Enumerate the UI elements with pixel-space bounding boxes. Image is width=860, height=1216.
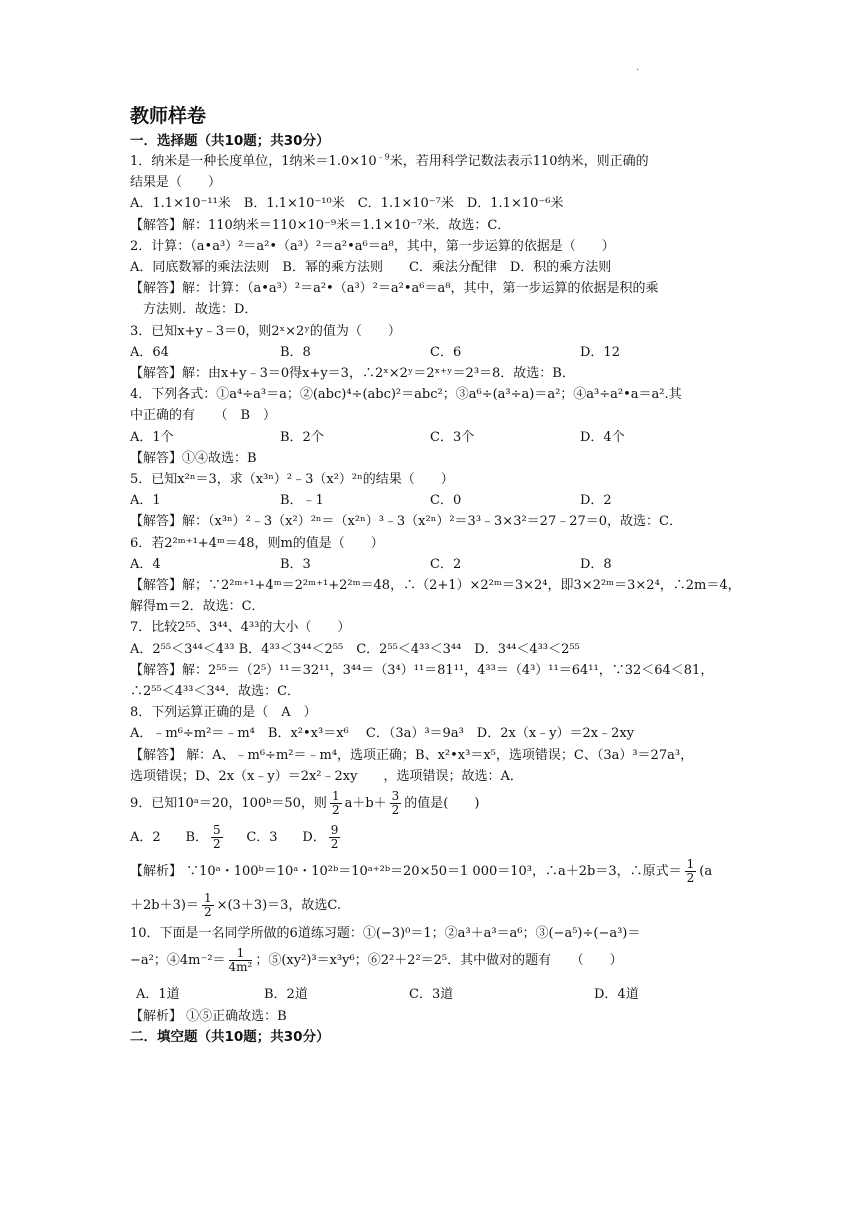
q4-options bbox=[130, 427, 730, 448]
denominator: 4m² bbox=[228, 960, 253, 975]
q10-stem-cont bbox=[130, 944, 730, 978]
q10-stem-part: −a²；④4m⁻²＝ bbox=[130, 953, 226, 969]
q1-options: A．1.1×10⁻¹¹米 B．1.1×10⁻¹⁰米 C．1.1×10⁻⁷米 D．1.1×10⁻⁶米 bbox=[130, 196, 564, 212]
option-a: A．1道 bbox=[136, 987, 180, 1003]
q9-answer-part: ×(3＋3)＝3，故选C. bbox=[216, 898, 342, 914]
q8-stem: 8．下列运算正确的是（ A ） bbox=[130, 705, 317, 721]
option-b: B．2个 bbox=[280, 429, 324, 445]
numerator: 1 bbox=[686, 857, 695, 872]
option-d: D．4道 bbox=[594, 987, 639, 1003]
option-b: B．8 bbox=[280, 344, 311, 360]
q10-stem-part: ；⑤(xy²)³＝x³y⁶；⑥2²＋2²＝2⁵．其中做对的题有 （ ） bbox=[255, 953, 623, 969]
numerator: 3 bbox=[391, 789, 400, 804]
section-fill-heading: 二．填空题（共10题；共30分） bbox=[130, 1028, 330, 1045]
q9-stem bbox=[130, 787, 730, 821]
fraction bbox=[211, 824, 223, 851]
numerator: 5 bbox=[213, 823, 221, 838]
header-mark: . bbox=[636, 62, 640, 73]
q6-answer-cont: 解得m＝2．故选：C． bbox=[130, 599, 265, 615]
option-d: D．8 bbox=[580, 556, 612, 572]
q3-answer: 【解答】解：由x+y﹣3＝0得x+y＝3，∴2ˣ×2ʸ＝2ˣ⁺ʸ＝2³＝8．故选：B． bbox=[130, 366, 575, 382]
q2-options: A．同底数幂的乘法法则 B．幂的乘方法则 C．乘法分配律 D．积的乘方法则 bbox=[130, 260, 612, 276]
option-a: A．64 bbox=[130, 344, 169, 360]
q8-options: A．﹣m⁶÷m²＝﹣m⁴ B．x²•x³＝x⁶ C．（3a）³＝9a³ D．2x（x﹣y）＝2x﹣2xy bbox=[130, 726, 635, 742]
denominator: 2 bbox=[686, 871, 695, 886]
option-a: A．1个 bbox=[130, 429, 174, 445]
q1-stem-part: 1．纳米是一种长度单位，1纳米＝1.0×10 bbox=[130, 154, 377, 169]
q7-answer: 【解答】解：2⁵⁵＝（2⁵）¹¹＝32¹¹，3⁴⁴＝（3⁴）¹¹＝81¹¹，4³³＝（4³）¹¹＝64¹¹，∵32＜64＜81， bbox=[130, 662, 714, 678]
q9-stem-part: 的值是( ) bbox=[404, 796, 480, 812]
denominator: 2 bbox=[203, 905, 212, 920]
q9-stem-part: 9．已知10ᵃ＝20，100ᵇ＝50，则 bbox=[130, 796, 327, 812]
q2-stem: 2．计算：（a•a³）²＝a²•（a³）²＝a²•a⁶＝a⁸，其中，第一步运算的依据是（ ） bbox=[130, 238, 615, 254]
q9-stem-part: a＋b＋ bbox=[344, 796, 387, 812]
q2-answer: 【解答】解：计算：（a•a³）²＝a²•（a³）²＝a²•a⁶＝a⁸，其中，第一步运算的依据是积的乘 bbox=[130, 281, 659, 297]
q6-stem: 6．若2²ᵐ⁺¹+4ᵐ＝48，则m的值是（ ） bbox=[130, 535, 384, 551]
q6-options bbox=[130, 554, 730, 575]
q7-options: A．2⁵⁵＜3⁴⁴＜4³³ B．4³³＜3⁴⁴＜2⁵⁵ C．2⁵⁵＜4³³＜3⁴⁴ D．3⁴⁴＜4³³＜2⁵⁵ bbox=[130, 641, 580, 657]
document-body bbox=[130, 103, 741, 1047]
q9-answer-part: (a bbox=[699, 864, 713, 880]
q3-stem: 3．已知x+y﹣3＝0，则2ˣ×2ʸ的值为（ ） bbox=[130, 323, 401, 339]
q9-answer-cont bbox=[130, 889, 730, 923]
q6-answer: 【解答】解；∵2²ᵐ⁺¹+4ᵐ＝2²ᵐ⁺¹+2²ᵐ＝48，∴（2+1）×2²ᵐ＝3×2⁴，即3×2²ᵐ＝3×2⁴，∴2m＝4， bbox=[130, 578, 741, 594]
q4-stem-cont: 中正确的有 （ B ） bbox=[130, 408, 277, 424]
numerator: 1 bbox=[229, 947, 253, 961]
q3-options bbox=[130, 342, 730, 363]
q1-stem-cont: 结果是（ ） bbox=[130, 175, 222, 191]
q2-answer-cont: 方法则．故选：D． bbox=[143, 302, 258, 318]
q5-stem: 5．已知x²ⁿ＝3，求（x³ⁿ）²﹣3（x²）²ⁿ的结果（ ） bbox=[130, 472, 454, 488]
denominator: 2 bbox=[330, 837, 339, 852]
numerator: 9 bbox=[330, 823, 339, 838]
q10-options bbox=[130, 984, 730, 1005]
denominator: 2 bbox=[331, 803, 340, 818]
option-c: C．3道 bbox=[409, 987, 454, 1003]
q9-answer bbox=[130, 855, 730, 889]
option-a: A．2 bbox=[130, 830, 161, 846]
q7-answer-cont: ∴2⁵⁵＜4³³＜3⁴⁴．故选：C． bbox=[130, 684, 301, 700]
q7-stem: 7．比较2⁵⁵、3⁴⁴、4³³的大小（ ） bbox=[130, 620, 351, 636]
option-d: D． bbox=[302, 830, 326, 846]
option-a: A．4 bbox=[130, 556, 161, 572]
q9-answer-part: 【解析】 ∵10ᵃ・100ᵇ＝10ᵃ・10²ᵇ＝10ᵃ⁺²ᵇ＝20×50＝1 000＝10³，∴a＋2b＝3，∴原式＝ bbox=[130, 864, 682, 880]
q5-options bbox=[130, 490, 730, 511]
option-b: B． bbox=[185, 830, 209, 846]
q8-answer-cont: 选项错误；D、2x（x﹣y）＝2x²﹣2xy ，选项错误；故选：A． bbox=[130, 768, 523, 784]
option-c: C．2 bbox=[430, 556, 462, 572]
numerator: 1 bbox=[331, 789, 340, 804]
q1-stem: 1．纳米是一种长度单位，1纳米$=1.0\times 10^{﹣9}$米，若用科学记数法表示110纳米，则正确的 bbox=[130, 152, 649, 169]
q5-answer: 【解答】解：（x³ⁿ）²﹣3（x²）²ⁿ＝（x²ⁿ）³﹣3（x²ⁿ）²＝3³﹣3×3²＝27﹣27＝0，故选：C． bbox=[130, 514, 682, 530]
numerator: 1 bbox=[203, 891, 212, 906]
option-d: D．4个 bbox=[580, 429, 625, 445]
q4-answer: 【解答】①④故选：B bbox=[130, 450, 257, 466]
q9-answer-part: ＋2b＋3)＝ bbox=[130, 898, 199, 914]
q8-answer: 【解答】 解：A、﹣m⁶÷m²＝﹣m⁴，选项正确；B、x²•x³＝x⁵，选项错误；C、（3a）³＝27a³， bbox=[130, 747, 694, 763]
q10-answer: 【解析】 ①⑤正确故选：B bbox=[130, 1008, 287, 1024]
fraction bbox=[685, 858, 697, 885]
q1-stem-part: 米，若用科学记数法表示110纳米，则正确的 bbox=[389, 154, 649, 169]
option-b: B．2道 bbox=[264, 987, 308, 1003]
fraction bbox=[390, 790, 402, 817]
option-d: D．2 bbox=[580, 493, 612, 509]
page-title: 教师样卷 bbox=[130, 105, 207, 127]
denominator: 2 bbox=[391, 803, 400, 818]
q1-answer: 【解答】解：110纳米＝110×10⁻⁹米＝1.1×10⁻⁷米．故选：C． bbox=[130, 217, 511, 233]
option-c: C．0 bbox=[430, 493, 462, 509]
q9-options bbox=[130, 821, 730, 855]
option-b: B．﹣1 bbox=[280, 493, 324, 509]
fraction bbox=[329, 824, 341, 851]
fraction bbox=[202, 892, 214, 919]
option-c: C．6 bbox=[430, 344, 462, 360]
option-a: A．1 bbox=[130, 493, 161, 509]
q10-stem: 10．下面是一名同学所做的6道练习题：①(−3)⁰＝1；②a³＋a³＝a⁶；③(−a⁵)÷(−a³)＝ bbox=[130, 926, 641, 942]
option-c: C．3 bbox=[246, 830, 278, 846]
section-choice-heading: 一．选择题（共10题；共30分） bbox=[130, 133, 330, 149]
fraction bbox=[229, 947, 253, 974]
q4-stem: 4．下列各式：①a⁴÷a³＝a；②(abc)⁴÷(abc)²＝abc²；③a⁶÷(a³÷a)＝a²；④a³÷a²•a＝a².其 bbox=[130, 387, 682, 403]
option-b: B．3 bbox=[280, 556, 311, 572]
fraction bbox=[330, 790, 342, 817]
denominator: 2 bbox=[213, 837, 221, 852]
option-c: C．3个 bbox=[430, 429, 475, 445]
option-d: D．12 bbox=[580, 344, 620, 360]
